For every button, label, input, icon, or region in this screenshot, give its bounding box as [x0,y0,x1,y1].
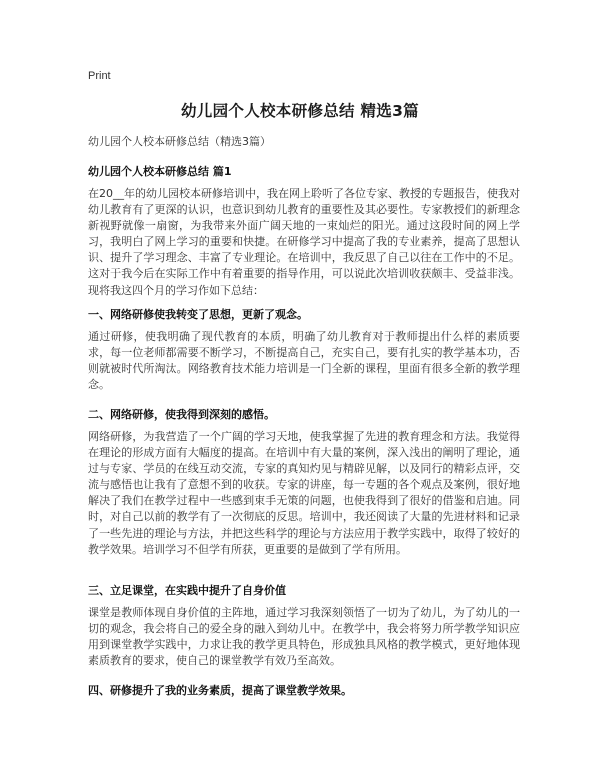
section-3-heading: 三、立足课堂，在实践中提升了自身价值 [88,584,286,597]
section-2-paragraph: 网络研修，为我营造了一个广阔的学习天地，使我掌握了先进的教育理念和方法。我觉得在理论的形成方面有大幅度的提高。在培训中有大量的案例，深入浅出的阐明了理论，通过与专家、学员的在线互动交流，专家的真知灼见与精辟见解，以及同行的精彩点评，交流与感悟也让我有了意想不到的收获。专家的讲座，每一专题的各个观点及案例，很好地解决了我们在教学过程中一些感到束手无策的问题，也使我得到了很好的借鉴和启迪。同时，对自己以前的教学有了一次彻底的反思。培训中，我还阅读了大量的先进材料和记录了一些先进的理论与方法，并把这些科学的理论与方法应用于教学实践中，取得了较好的教学效果。培训学习不但学有所获，更重要的是做到了学有所用。 [88,430,520,556]
section-1-paragraph: 通过研修，使我明确了现代教育的本质，明确了幼儿教育对于教师提出什么样的素质要求，每一位老师都需要不断学习，不断提高自己，充实自己，要有扎实的教学基本功，否则就被时代所淘汰。网络教育技术能力培训是一门全新的课程，里面有很多全新的教学理念。 [88,330,520,392]
section-1-heading: 一、网络研修使我转变了思想，更新了观念。 [88,308,308,321]
document-title: 幼儿园个人校本研修总结 精选3篇 [181,102,419,120]
print-label[interactable]: Print [88,70,111,82]
section-2-heading: 二、网络研修，使我得到深刻的感悟。 [88,408,275,421]
document-subtitle: 幼儿园个人校本研修总结（精选3篇） [88,135,271,148]
part1-heading: 幼儿园个人校本研修总结 篇1 [88,165,232,178]
section-4-heading: 四、研修提升了我的业务素质，提高了课堂教学效果。 [88,684,352,697]
intro-paragraph: 在20__年的幼儿园校本研修培训中，我在网上聆听了各位专家、教授的专题报告，使我对幼儿教育有了更深的认识，也意识到幼儿教育的重要性及其必要性。专家教授们的新理念新视野就像一扇窗，为我带来外面广阔天地的一束灿烂的阳光。通过这段时间的网上学习，我明白了网上学习的重要和快捷。在研修学习中提高了我的专业素养，提高了思想认识、提升了学习理念、丰富了专业理论。在培训中，我反思了自己以往在工作中的不足。这对于我今后在实际工作中有着重要的指导作用，可以说此次培训收获颇丰、受益非浅。现将我这四个月的学习作如下总结： [88,187,520,297]
section-3-paragraph: 课堂是教师体现自身价值的主阵地，通过学习我深刻领悟了一切为了幼儿，为了幼儿的一切的观念，我会将自己的爱全身的融入到幼儿中。在教学中，我会将努力所学教学知识应用到课堂教学实践中，力求让我的教学更具特色，形成独具风格的教学模式，更好地体现素质教育的要求，使自己的课堂教学有效乃至高效。 [88,606,520,668]
